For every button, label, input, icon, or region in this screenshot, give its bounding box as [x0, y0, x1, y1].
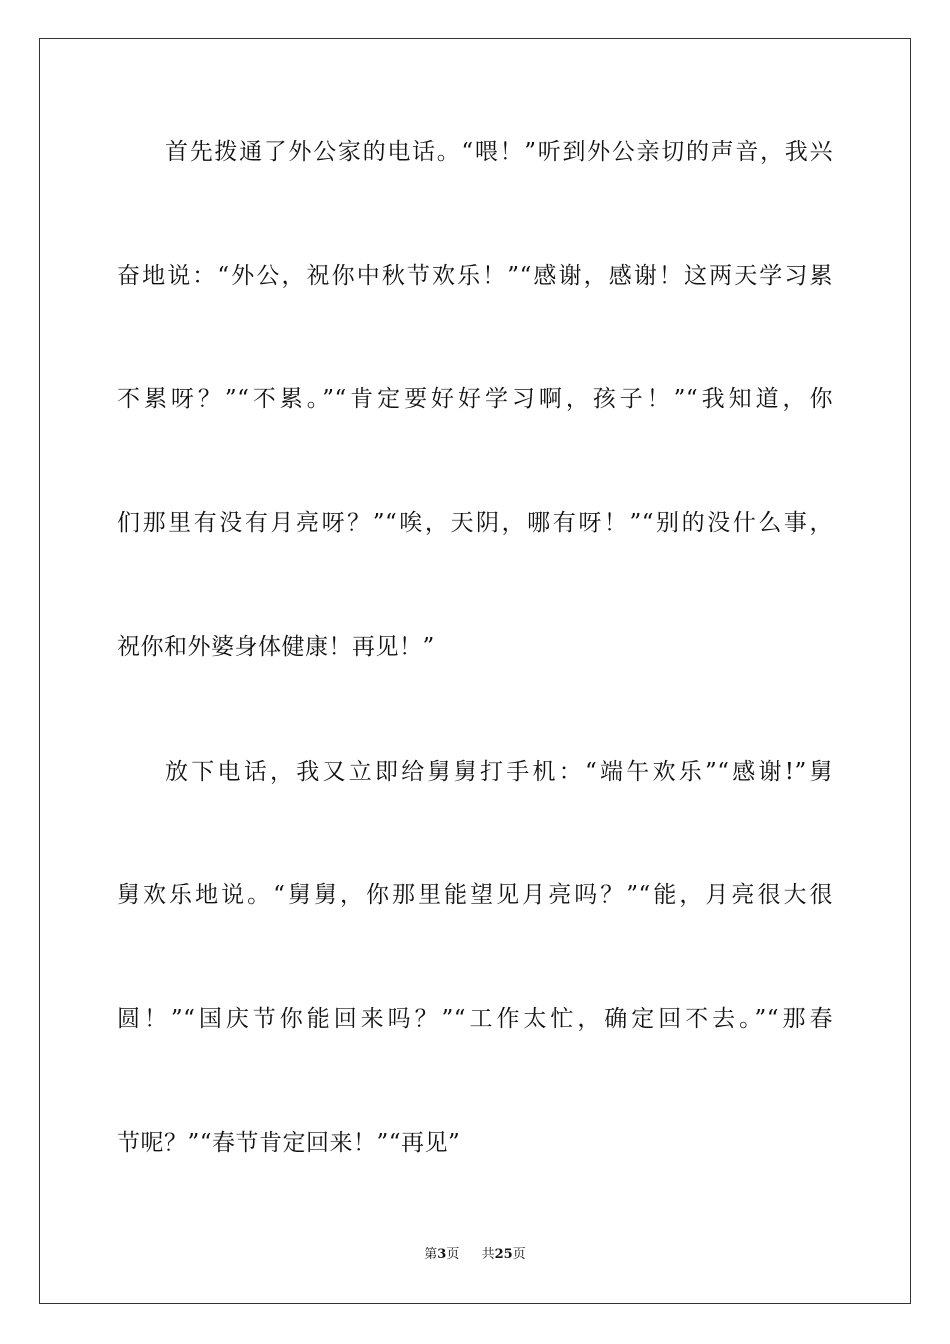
paragraph-2-line-4: 节呢？”“春节肯定回来！”“再见”: [117, 1130, 461, 1156]
total-label-suffix: 页: [512, 1247, 526, 1262]
paragraph-1-line-4: 们那里有没有月亮呀？”“唉，天阴，哪有呀！”“别的没什么事，: [117, 510, 833, 536]
paragraph-1-line-3: 不累呀？”“不累。”“肯定要好好学习啊，孩子！”“我知道，你: [117, 386, 833, 412]
paragraph-1-line-1: 首先拨通了外公家的电话。“喂！”听到外公亲切的声音，我兴: [165, 139, 833, 165]
page-border: [39, 38, 911, 1304]
page-label-suffix: 页: [446, 1247, 460, 1262]
paragraph-2-line-3: 圆！”“国庆节你能回来吗？”“工作太忙，确定回不去。”“那春: [117, 1006, 833, 1032]
paragraph-2-line-1: 放下电话，我又立即给舅舅打手机：“端午欢乐”“感谢!”舅: [165, 759, 833, 785]
current-page-number: 3: [437, 1247, 447, 1262]
total-label-prefix: 共: [481, 1247, 495, 1262]
total-pages-number: 25: [494, 1247, 513, 1262]
paragraph-2-line-2: 舅欢乐地说。“舅舅，你那里能望见月亮吗？”“能，月亮很大很: [117, 882, 833, 908]
page-footer: [0, 1246, 950, 1264]
paragraph-1-line-2: 奋地说：“外公，祝你中秋节欢乐！”“感谢，感谢！这两天学习累: [117, 263, 833, 289]
paragraph-1-line-5: 祝你和外婆身体健康！再见！”: [117, 634, 435, 660]
page-label-prefix: 第: [424, 1247, 438, 1262]
